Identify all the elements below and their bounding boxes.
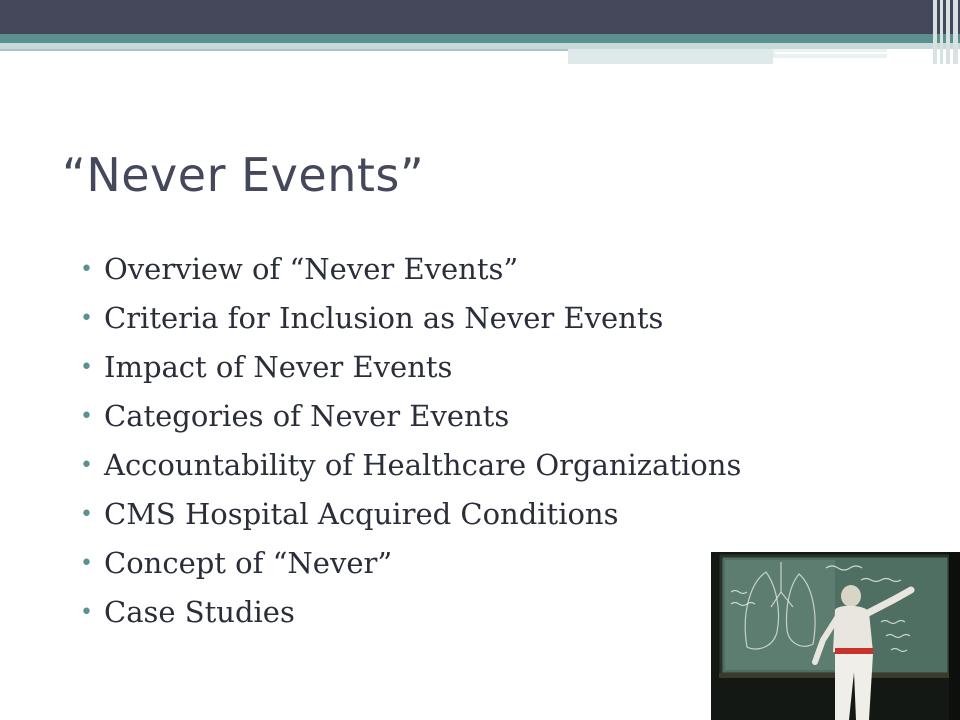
bullet-text: Accountability of Healthcare Organizations — [104, 448, 742, 482]
bullet-list — [80, 245, 741, 637]
header-dark-band — [0, 0, 960, 34]
header-stripe — [933, 0, 937, 64]
bullet-item — [80, 441, 741, 490]
bullet-icon: • — [80, 551, 93, 576]
bullet-icon: • — [80, 257, 93, 282]
bullet-item — [80, 245, 741, 294]
bullet-item — [80, 490, 741, 539]
header-rule — [775, 52, 889, 54]
bullet-icon: • — [80, 404, 93, 429]
bullet-icon: • — [80, 453, 93, 478]
bullet-text: Criteria for Inclusion as Never Events — [104, 301, 664, 335]
bullet-icon: • — [80, 502, 93, 527]
bullet-icon: • — [80, 355, 93, 380]
bullet-text: Categories of Never Events — [104, 399, 510, 433]
lecturer-chalkboard-image — [711, 552, 960, 720]
header-rule — [0, 49, 568, 51]
lecturer-photo — [711, 552, 960, 720]
header-stripe — [953, 0, 958, 64]
header-stripe — [946, 0, 950, 64]
slide-title: “Never Events” — [62, 148, 425, 202]
bullet-text: Overview of “Never Events” — [104, 252, 519, 286]
header-tab — [568, 49, 773, 64]
bullet-item — [80, 343, 741, 392]
bullet-text: CMS Hospital Acquired Conditions — [104, 497, 619, 531]
bullet-icon: • — [80, 306, 93, 331]
bullet-text: Concept of “Never” — [104, 546, 393, 580]
bullet-item — [80, 294, 741, 343]
header-teal-band — [0, 34, 960, 43]
bullet-item — [80, 392, 741, 441]
bullet-item — [80, 539, 741, 588]
bullet-text: Impact of Never Events — [104, 350, 453, 384]
bullet-text: Case Studies — [104, 595, 295, 629]
header-stripe — [940, 0, 943, 64]
bullet-icon: • — [80, 600, 93, 625]
bullet-item — [80, 588, 741, 637]
